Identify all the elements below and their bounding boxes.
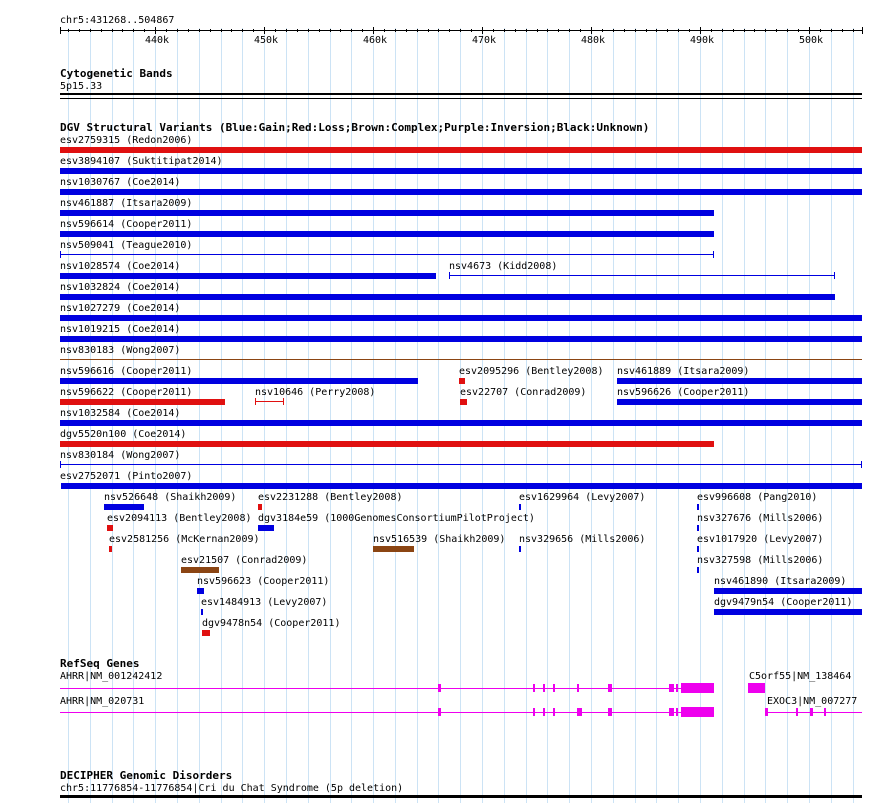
sv-feature-label[interactable]: esv1484913 (Levy2007) [201, 597, 328, 608]
sv-feature-label[interactable]: esv2581256 (McKernan2009) [109, 534, 260, 545]
sv-feature-label[interactable]: nsv461887 (Itsara2009) [60, 198, 193, 209]
gene-label[interactable]: AHRR|NM_020731 [60, 696, 145, 707]
sv-feature-label[interactable]: nsv1027279 (Coe2014) [60, 303, 181, 314]
sv-feature-label[interactable]: dgv9479n54 (Cooper2011) [714, 597, 853, 608]
sv-feature-label[interactable]: nsv596622 (Cooper2011) [60, 387, 193, 398]
sv-feature-label[interactable]: dgv5520n100 (Coe2014) [60, 429, 187, 440]
gene-intron-line[interactable] [60, 688, 714, 689]
gene-exon[interactable] [810, 708, 813, 716]
gene-exon[interactable] [543, 708, 545, 716]
gene-exon[interactable] [438, 708, 441, 716]
sv-feature-label[interactable]: dgv9478n54 (Cooper2011) [202, 618, 341, 629]
sv-feature-label[interactable]: nsv10646 (Perry2008) [255, 387, 376, 398]
position-label: chr5:431268..504867 [60, 15, 175, 26]
gene-exon[interactable] [533, 684, 535, 692]
sv-feature-label[interactable]: esv1017920 (Levy2007) [697, 534, 824, 545]
gene-label[interactable]: AHRR|NM_001242412 [60, 671, 163, 682]
sv-feature-label[interactable]: nsv526648 (Shaikh2009) [104, 492, 237, 503]
sv-feature-label[interactable]: nsv596626 (Cooper2011) [617, 387, 750, 398]
gene-exon[interactable] [748, 683, 765, 693]
ruler-tick-label: 440k [145, 35, 170, 46]
sv-feature-label[interactable]: nsv1030767 (Coe2014) [60, 177, 181, 188]
sv-feature-label[interactable]: dgv3184e59 (1000GenomesConsortiumPilotProject) [258, 513, 535, 524]
cytoband-track-title[interactable]: Cytogenetic Bands [60, 67, 173, 80]
sv-feature-label[interactable]: nsv1028574 (Coe2014) [60, 261, 181, 272]
gene-exon[interactable] [676, 684, 678, 692]
sv-feature-label[interactable]: esv22707 (Conrad2009) [460, 387, 587, 398]
dgv-track-title[interactable]: DGV Structural Variants (Blue:Gain;Red:Loss;Brown:Complex;Purple:Inversion;Black:Unknown) [60, 121, 650, 134]
sv-feature-label[interactable]: esv1629964 (Levy2007) [519, 492, 646, 503]
sv-feature-label[interactable]: nsv461889 (Itsara2009) [617, 366, 750, 377]
sv-feature-label[interactable]: nsv327598 (Mills2006) [697, 555, 824, 566]
sv-feature-label[interactable]: nsv830183 (Wong2007) [60, 345, 181, 356]
gene-exon[interactable] [608, 684, 612, 692]
sv-feature-label[interactable]: esv2095296 (Bentley2008) [459, 366, 604, 377]
sv-feature-label[interactable]: nsv1032824 (Coe2014) [60, 282, 181, 293]
decipher-feature-label[interactable]: chr5:11776854-11776854|Cri du Chat Syndrome (5p deletion) [60, 783, 404, 794]
gene-exon[interactable] [796, 708, 798, 716]
gene-exon[interactable] [438, 684, 441, 692]
gene-exon[interactable] [543, 684, 545, 692]
ruler-tick-label: 500k [799, 35, 824, 46]
sv-feature-label[interactable]: nsv327676 (Mills2006) [697, 513, 824, 524]
sv-feature-label[interactable]: esv3894107 (Suktitipat2014) [60, 156, 223, 167]
gene-exon[interactable] [577, 708, 582, 716]
ruler-tick-label: 470k [472, 35, 497, 46]
cytoband-label: 5p15.33 [60, 81, 103, 92]
gene-exon[interactable] [553, 684, 555, 692]
sv-feature-label[interactable]: nsv461890 (Itsara2009) [714, 576, 847, 587]
sv-feature-label[interactable]: esv2094113 (Bentley2008) [107, 513, 252, 524]
sv-feature-label[interactable]: nsv329656 (Mills2006) [519, 534, 646, 545]
gene-exon[interactable] [608, 708, 612, 716]
decipher-track-title[interactable]: DECIPHER Genomic Disorders [60, 769, 233, 782]
decipher-feature-bar[interactable] [60, 795, 862, 798]
sv-feature-label[interactable]: esv2231288 (Bentley2008) [258, 492, 403, 503]
gene-exon[interactable] [681, 707, 714, 717]
sv-feature-label[interactable]: esv2752071 (Pinto2007) [60, 471, 193, 482]
gene-exon[interactable] [553, 708, 555, 716]
sv-feature-label[interactable]: nsv1019215 (Coe2014) [60, 324, 181, 335]
ruler-tick-label: 480k [581, 35, 606, 46]
gene-exon[interactable] [765, 708, 768, 716]
sv-feature-label[interactable]: esv21507 (Conrad2009) [181, 555, 308, 566]
sv-feature-label[interactable]: nsv596616 (Cooper2011) [60, 366, 193, 377]
gene-exon[interactable] [669, 684, 674, 692]
ruler-tick-label: 460k [363, 35, 388, 46]
gene-intron-line[interactable] [765, 712, 862, 713]
sv-feature-label[interactable]: nsv1032584 (Coe2014) [60, 408, 181, 419]
ruler-tick-label: 450k [254, 35, 279, 46]
ruler-tick-label: 490k [690, 35, 715, 46]
gene-label[interactable]: C5orf55|NM_138464 [749, 671, 852, 682]
gene-intron-line[interactable] [60, 712, 714, 713]
sv-feature-label[interactable]: nsv516539 (Shaikh2009) [373, 534, 506, 545]
gene-exon[interactable] [533, 708, 535, 716]
gene-exon[interactable] [824, 708, 826, 716]
refseq-track-title[interactable]: RefSeq Genes [60, 657, 140, 670]
sv-feature-label[interactable]: nsv4673 (Kidd2008) [449, 261, 558, 272]
sv-feature-label[interactable]: esv996608 (Pang2010) [697, 492, 818, 503]
sv-feature-label[interactable]: nsv596623 (Cooper2011) [197, 576, 330, 587]
gene-exon[interactable] [669, 708, 674, 716]
sv-feature-label[interactable]: nsv830184 (Wong2007) [60, 450, 181, 461]
gene-label[interactable]: EXOC3|NM_007277 [767, 696, 858, 707]
sv-feature-label[interactable]: nsv509041 (Teague2010) [60, 240, 193, 251]
gene-exon[interactable] [676, 708, 678, 716]
sv-feature-label[interactable]: esv2759315 (Redon2006) [60, 135, 193, 146]
sv-feature-label[interactable]: nsv596614 (Cooper2011) [60, 219, 193, 230]
gene-exon[interactable] [577, 684, 579, 692]
gene-exon[interactable] [681, 683, 714, 693]
